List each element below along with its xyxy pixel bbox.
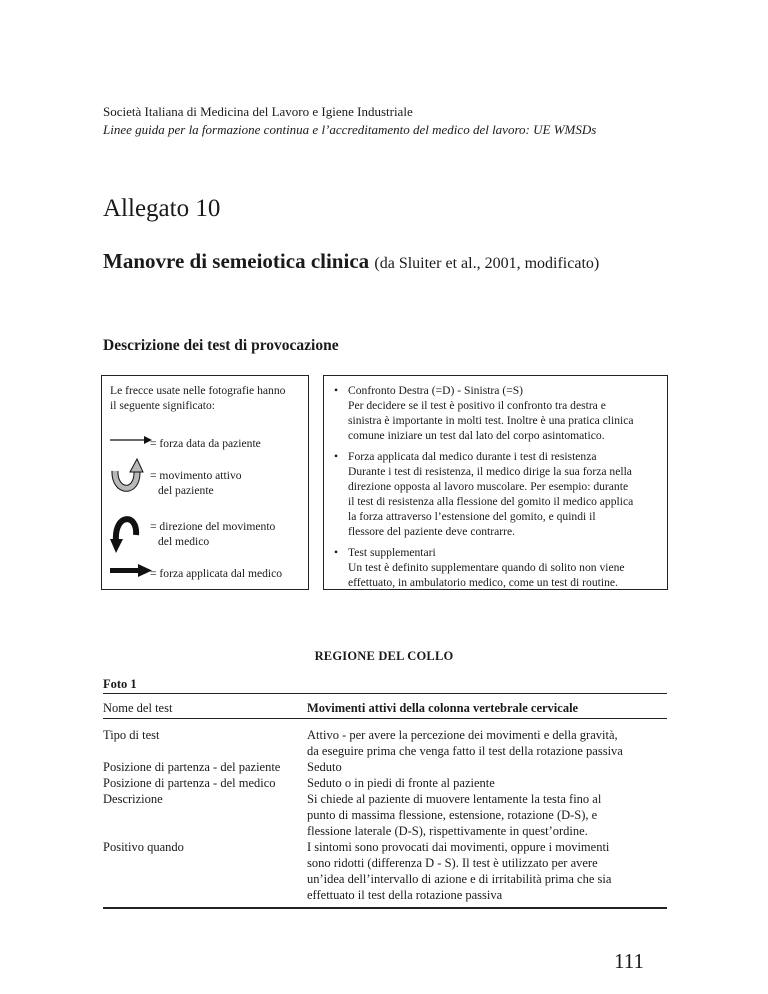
label-test-type: Tipo di test	[103, 728, 160, 742]
label-blank	[103, 823, 308, 839]
legend-label-doctor-force: = forza applicata dal medico	[150, 567, 283, 580]
note-1-line: comune iniziare un test dal lato del corpo asintomatico.	[348, 429, 605, 442]
note-left-right-comparison	[334, 383, 657, 443]
notes-box	[323, 375, 668, 590]
label-blank	[103, 807, 308, 823]
value-line: I sintomi sono provocati dai movimenti, oppure i movimenti	[307, 840, 610, 854]
curved-arrow-up-icon	[108, 457, 144, 499]
page-number: 111	[614, 949, 644, 973]
note-1-title: • Confronto Destra (=D) - Sinistra (=S)	[348, 384, 524, 397]
value-line: Attivo - per avere la percezione dei movimenti e della gravità,	[307, 728, 618, 742]
thick-arrow-right-icon	[110, 563, 152, 579]
label-positive-when: Positivo quando	[103, 840, 184, 854]
value-line: flessione laterale (D-S), rispettivamente in quest’ordine.	[307, 824, 588, 838]
section-heading: Descrizione dei test di provocazione	[103, 337, 339, 354]
photo-label: Foto 1	[103, 677, 137, 691]
note-3-line: effettuato, in ambulatorio medico, come un test di routine.	[348, 576, 618, 589]
legend-item-active-movement	[102, 468, 310, 508]
label-patient-position: Posizione di partenza - del paziente	[103, 760, 281, 774]
note-resistance-force	[334, 449, 657, 539]
legend-label-active-movement-2: del paziente	[158, 484, 214, 497]
note-2-line: la forza attraverso l’estensione del gomito, e quindi il	[348, 510, 596, 523]
annex-title: Allegato 10	[103, 195, 221, 222]
note-1-line: Per decidere se il test è positivo il confronto tra destra e	[348, 399, 606, 412]
curved-arrow-down-icon	[108, 511, 144, 555]
value-line: sono ridotti (differenza D - S). Il test è utilizzato per avere	[307, 856, 598, 870]
legend-item-patient-force	[102, 436, 310, 456]
page-title-source: (da Sluiter et al., 2001, modificato)	[374, 255, 600, 272]
value-line: Seduto	[307, 760, 342, 774]
note-2-line: il test di resistenza alla flessione del gomito il medico applica	[348, 495, 634, 508]
legend-label-doctor-movement-1: = direzione del movimento	[150, 520, 276, 533]
thin-arrow-right-icon	[110, 433, 152, 447]
page-title	[103, 249, 599, 274]
legend-label-patient-force: = forza data da paziente	[150, 437, 261, 450]
arrow-legend-box	[101, 375, 309, 590]
legend-label-doctor-movement-2: del medico	[158, 535, 210, 548]
label-description: Descrizione	[103, 792, 163, 806]
running-header-society: Società Italiana di Medicina del Lavoro e Igiene Industriale	[103, 104, 413, 119]
test-name-value: Movimenti attivi della colonna vertebrale cervicale	[307, 701, 579, 715]
legend-intro-line-1: Le frecce usate nelle fotografie hanno	[110, 384, 286, 397]
table-rule-middle	[103, 718, 667, 719]
legend-intro-line-2: il seguente significato:	[110, 399, 215, 412]
note-2-title: • Forza applicata dal medico durante i test di resistenza	[348, 450, 597, 463]
note-1-line: sinistra è importante in molti test. Inoltre è una pratica clinica	[348, 414, 634, 427]
label-blank	[103, 743, 308, 759]
table-rule-top	[103, 693, 667, 694]
table-rule-bottom	[103, 907, 667, 909]
value-line: Si chiede al paziente di muovere lentamente la testa fino al	[307, 792, 602, 806]
note-2-line: direzione opposta al lavoro muscolare. Per esempio: durante	[348, 480, 629, 493]
running-header-guidelines: Linee guida per la formazione continua e l’accreditamento del medico del lavoro: UE WMSDs	[103, 122, 597, 137]
details-values	[307, 727, 667, 903]
value-line: punto di massima flessione, estensione, rotazione (D-S), e	[307, 808, 598, 822]
value-line: un’idea dell’intervallo di azione e di irritabilità prima che sia	[307, 872, 612, 886]
note-supplementary-tests	[334, 545, 657, 590]
note-2-line: flessore del paziente deve contrarre.	[348, 525, 516, 538]
legend-item-doctor-force	[102, 566, 310, 586]
note-3-title: • Test supplementari	[348, 546, 436, 559]
value-line: effettuato il test della rotazione passiva	[307, 888, 503, 902]
label-doctor-position: Posizione di partenza - del medico	[103, 776, 276, 790]
value-line: Seduto o in piedi di fronte al paziente	[307, 776, 495, 790]
legend-item-doctor-movement	[102, 519, 310, 559]
note-3-line: Un test è definito supplementare quando di solito non viene	[348, 561, 625, 574]
value-line: da eseguire prima che venga fatto il test della rotazione passiva	[307, 744, 623, 758]
details-labels	[103, 727, 308, 855]
note-2-line: Durante i test di resistenza, il medico dirige la sua forza nella	[348, 465, 632, 478]
page-title-main: Manovre di semeiotica clinica	[103, 249, 370, 273]
legend-label-active-movement-1: = movimento attivo	[150, 469, 242, 482]
region-heading: REGIONE DEL COLLO	[314, 649, 454, 663]
test-name-label: Nome del test	[103, 701, 173, 715]
